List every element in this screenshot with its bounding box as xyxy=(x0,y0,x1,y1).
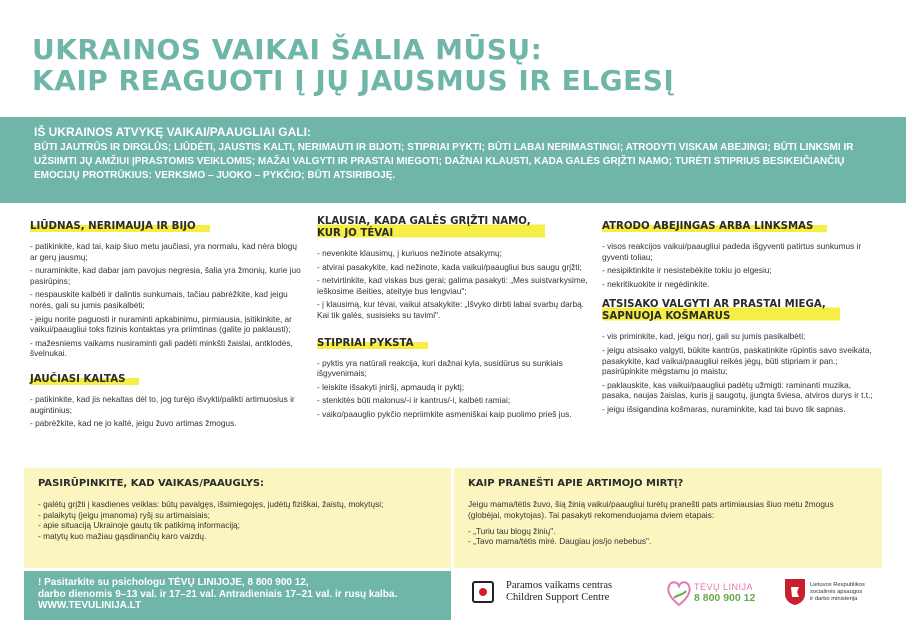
death-news-box-text: Jeigu mama/tėtis žuvo, šią žinią vaikui/paaugliui turėtų pranešti pats artimiausias šiuo metu žmogus (globėjai, mokytojas). Tai pasakyti rekomenduojama dviem etapais: xyxy=(468,499,834,520)
list-item: - nesipiktinkite ir nesistebėkite tokiu jo elgesiu; xyxy=(602,265,772,276)
tevu-name: TĖVŲ LINIJA xyxy=(694,582,754,592)
care-box-list xyxy=(38,499,437,541)
list-item: - stenkitės būti malonus/-i ir kantrus/-i, kalbėti ramiai; xyxy=(317,395,511,406)
list-item: - mažesniems vaikams nusiraminti gali padėti minkšti žaislai, antklodės, švelnukai. xyxy=(30,337,293,359)
csc-mark-icon xyxy=(472,581,494,603)
list-item: - vaiko/paauglio pykčio nepriimkite asmeniškai kaip puolimo prieš jus. xyxy=(317,408,572,419)
heart-icon xyxy=(666,578,692,608)
column-3 xyxy=(602,216,874,421)
list-item: - į klausimą, kur tėvai, vaikui atsakykite: „Išvyko dirbti labai svarbų darbą. Kai tik galės, susisieks su tavimi". xyxy=(317,299,584,320)
csc-name-lt: Paramos vaikams centras xyxy=(506,580,613,591)
section-sad xyxy=(30,216,302,359)
intro-band xyxy=(0,117,906,203)
care-box xyxy=(24,468,451,568)
list-item: - jeigu atsisako valgyti, būkite kantrūs, paskatinkite rūpintis savo sveikata, pasakykite, kad vaikui/paaugliui reikės jėgų, būti stipriam ir pan.; pasirūpinkite mėgstamu jo maistu; xyxy=(602,344,872,377)
section-indifferent-title: ATRODO ABEJINGAS ARBA LINKSMAS xyxy=(602,221,827,233)
list-item: - „Tavo mama/tėtis mirė. Daugiau jos/jo nebebus". xyxy=(468,536,652,547)
death-news-box xyxy=(454,468,882,568)
section-angry-title: STIPRIAI PYKSTA xyxy=(317,338,428,350)
title-line-2: KAIP REAGUOTI Į JŲ JAUSMUS IR ELGESĮ xyxy=(32,64,675,97)
helpline-line-1: ! Pasitarkite su psichologu TĖVŲ LINIJOJE, 8 800 900 12, xyxy=(38,577,309,588)
section-guilty-list xyxy=(30,394,302,429)
list-item: - matytų kuo mažiau gąsdinančių karo vaizdų. xyxy=(38,530,207,541)
list-item: - „Turiu tau blogų žinių". xyxy=(468,525,556,536)
section-angry xyxy=(317,333,589,420)
section-eating-sleep-title-l2: SAPNUOJA KOŠMARUS xyxy=(602,311,731,323)
helpline-website-link[interactable]: WWW.TEVULINIJA.LT xyxy=(38,600,142,611)
list-item: - nekritikuokite ir negėdinkite. xyxy=(602,278,710,289)
logos-row xyxy=(470,578,890,618)
list-item: - paklauskite, kas vaikui/paaugliui padėtų užmigti: raminanti muzika, pasaka, naujas žaislas, kuris jį saugotų, įjungta šviesa, atviros durys ir t.t.; xyxy=(602,379,873,401)
section-asks-home xyxy=(317,216,589,321)
list-item: - netvirtinkite, kad viskas bus gerai; galima pasakyti: „Mes suistvarkysime, ieškosime išeities, ateityje bus lengviau"; xyxy=(317,275,588,296)
helpline-line-2: darbo dienomis 9–13 val. ir 17–21 val. Antradieniais 17–21 val. ir rusų kalba. xyxy=(38,588,398,600)
section-asks-home-list xyxy=(317,248,589,321)
list-item: - pabrėžkite, kad ne jo kaltė, jeigu žuvo artimas žmogus. xyxy=(30,418,237,429)
list-item: - galėtų grįžti į kasdienes veiklas: būtų pavalgęs, išsimiegojęs, judėtų fiziškai, žaistų, mokytųsi; xyxy=(38,499,384,509)
section-sad-title: LIŪDNAS, NERIMAUJA IR BIJO xyxy=(30,221,210,233)
column-1 xyxy=(30,216,302,435)
intro-text: BŪTI JAUTRŪS IR DIRGLŪS; LIŪDĖTI, JAUSTIS KALTI, NERIMAUTI IR BIJOTI; STIPRIAI PYKTI; BŪTI LABAI NERIMASTINGI; ATRODYTI VISKAM ABEJINGI; BŪTI LINKSMI IR UŽSIIMTI JŲ AMŽIUI ĮPRASTOMIS VEIKLOMIS; MAŽAI VALGYTI IR PRASTAI MIEGOTI; DAŽNAI KLAUSTI, KADA GALĖS GRĮŽTI NAMO; TURĖTI STIPRIUS BESIKEIČIANČIŲ EMOCIJŲ PROTRŪKIUS: VERKSMO – JUOKO – PYKČIO; BŪTI ATSIRIBOJĘ. xyxy=(34,142,854,181)
list-item: - palaikytų (jeigu įmanoma) ryšį su artimaisiais; xyxy=(38,509,210,520)
section-asks-home-title-l1: KLAUSIA, KADA GALĖS GRĮŽTI NAMO, xyxy=(317,216,531,227)
section-eating-sleep-title-l1: ATSISAKO VALGYTI AR PRASTAI MIEGA, xyxy=(602,299,826,311)
list-item: - atvirai pasakykite, kad nežinote, kada vaikui/paaugliui bus saugu grįžti; xyxy=(317,261,582,272)
list-item: - visos reakcijos vaikui/paaugliui padeda išgyventi patirtus sunkumus ir gyventi toliau; xyxy=(602,241,862,262)
ministry-line-2: socialinės apsaugos xyxy=(810,588,863,595)
list-item: - apie situaciją Ukrainoje gautų tik patikimą informaciją; xyxy=(38,520,240,530)
list-item: - patikinkite, kad jis nekaltas dėl to, jog turėjo išvykti/palikti artimuosius ir augintinius; xyxy=(30,393,295,415)
section-asks-home-title xyxy=(317,216,545,240)
ministry-logo xyxy=(784,578,865,606)
ministry-line-1: Lietuvos Respublikos xyxy=(810,581,865,588)
section-guilty xyxy=(30,369,302,429)
page-title xyxy=(32,34,674,96)
list-item: - nevenkite klausimų, į kuriuos nežinote atsakymų; xyxy=(317,248,502,258)
list-item: - nespauskite kalbėti ir dalintis sunkumais, tačiau pabrėžkite, kad jeigu norės, gali su jumis pasikalbėti; xyxy=(30,289,288,310)
list-item: - patikinkite, kad tai, kaip šiuo metu jaučiasi, yra normalu, kad nėra blogų ar gerų jausmų; xyxy=(30,241,298,262)
tevu-linija-logo xyxy=(666,578,755,608)
coat-of-arms-icon xyxy=(784,578,806,606)
section-eating-sleep-title xyxy=(602,299,840,323)
title-line-1: UKRAINOS VAIKAI ŠALIA MŪSŲ: xyxy=(32,33,543,66)
list-item: - leiskite išsakyti įniršį, apmaudą ir pyktį; xyxy=(317,381,465,392)
column-2 xyxy=(317,216,589,426)
care-box-title: PASIRŪPINKITE, KAD VAIKAS/PAAUGLYS: xyxy=(38,478,265,489)
csc-name-en: Children Support Centre xyxy=(506,592,610,603)
list-item: - pyktis yra natūrali reakcija, kuri dažnai kyla, susidūrus su sunkiais išgyvenimais; xyxy=(317,357,563,379)
section-sad-list xyxy=(30,241,302,359)
section-indifferent xyxy=(602,216,874,289)
section-indifferent-list xyxy=(602,241,874,289)
section-eating-sleep-list xyxy=(602,331,874,414)
tevu-phone: 8 800 900 12 xyxy=(694,592,756,604)
death-news-box-list xyxy=(468,526,868,547)
children-support-centre-logo xyxy=(472,580,612,604)
section-asks-home-title-l2: KUR JO TĖVAI xyxy=(317,228,394,239)
section-eating-sleep xyxy=(602,299,874,414)
list-item: - jeigu norite paguosti ir nuraminti apkabinimu, pirmiausia, įsitikinkite, ar vaikui/paaugliui toks fizinis kontaktas yra priimtinas (galite jo paklausti); xyxy=(30,313,292,335)
list-item: - jeigu išsigandina košmaras, nuraminkite, kad tai buvo tik sapnas. xyxy=(602,403,846,414)
ministry-line-3: ir darbo ministerija xyxy=(810,595,858,602)
list-item: - nuraminkite, kad dabar jam pavojus negresia, šalia yra žmonių, kurie juo pasirūpins; xyxy=(30,265,301,286)
section-guilty-title: JAUČIASI KALTAS xyxy=(30,374,139,386)
section-angry-list xyxy=(317,358,589,420)
helpline-footer xyxy=(24,571,451,620)
intro-heading: IŠ UKRAINOS ATVYKĘ VAIKAI/PAAUGLIAI GALI: xyxy=(34,125,311,139)
death-news-box-title: KAIP PRANEŠTI APIE ARTIMOJO MIRTĮ? xyxy=(468,478,684,489)
list-item: - vis priminkite, kad, jeigu norį, gali su jumis pasikalbėti; xyxy=(602,331,806,342)
